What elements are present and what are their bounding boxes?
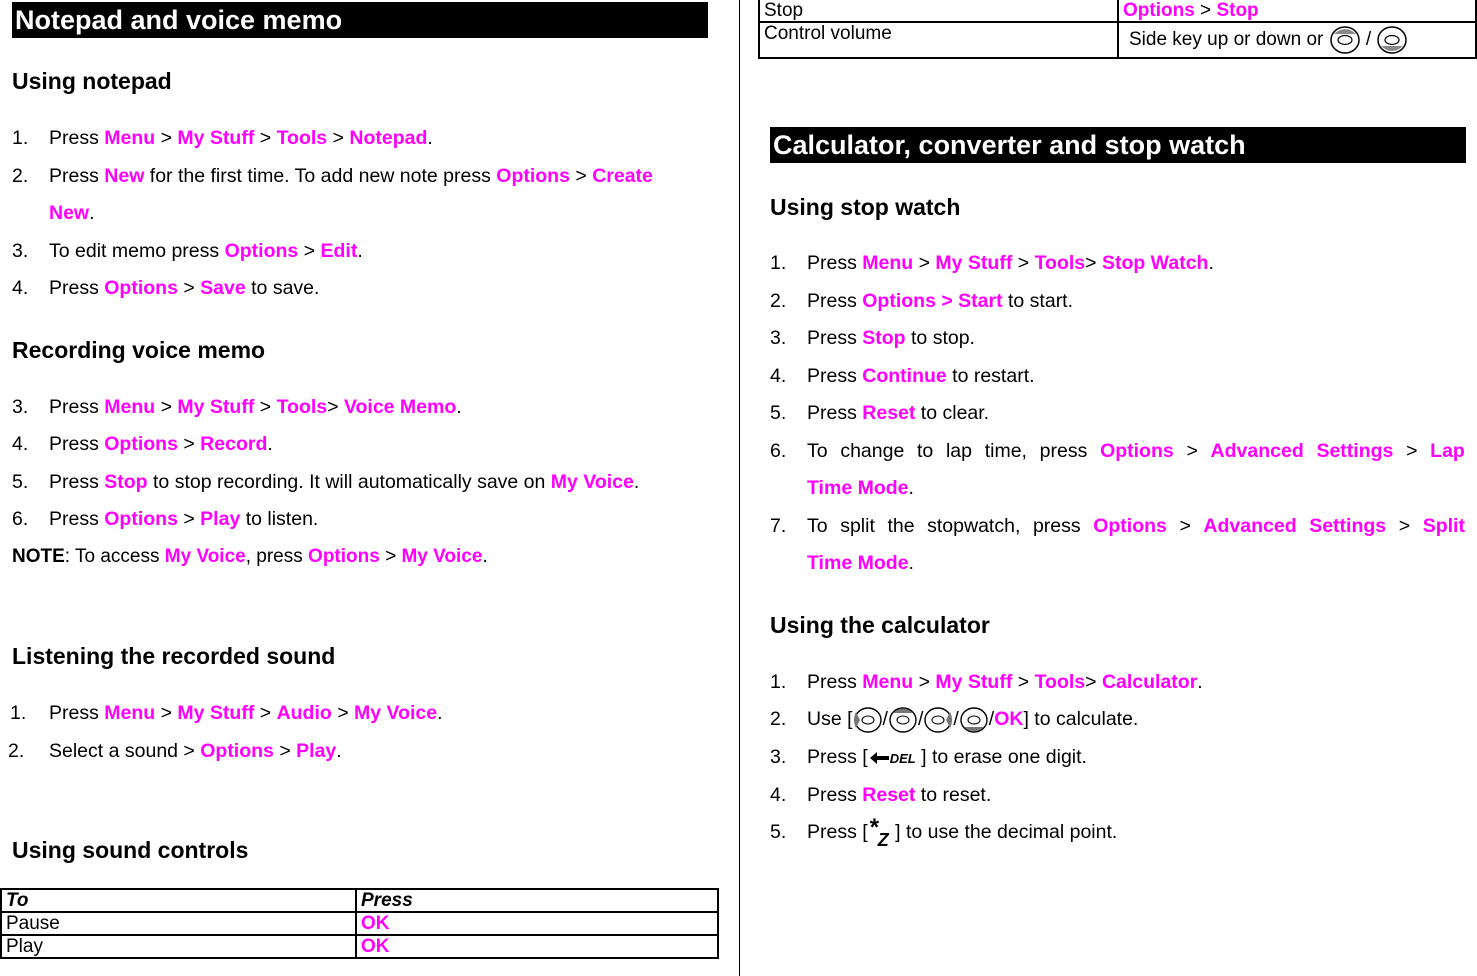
column-header-to: To	[1, 889, 356, 912]
column-header-press: Press	[356, 889, 718, 912]
column-divider	[739, 0, 740, 976]
volume-up-key-icon	[1329, 25, 1361, 55]
listening-recorded-sound-title: Listening the recorded sound	[12, 643, 336, 669]
star-z-key-icon: * Z	[869, 813, 889, 850]
nav-key-right-icon	[923, 706, 953, 734]
sound-controls-table-continued	[758, 0, 1477, 59]
voice-note: NOTE: To access My Voice, press Options > My Voice.	[12, 546, 488, 567]
delete-key-label: DEL	[889, 751, 916, 766]
stopwatch-step-7-continued: Time Mode.	[807, 552, 914, 574]
stopwatch-step-6-continued: Time Mode.	[807, 477, 914, 499]
table-row: Stop Options > Stop	[759, 0, 1476, 22]
using-sound-controls-title: Using sound controls	[12, 837, 249, 863]
nav-key-up-icon	[888, 706, 918, 734]
table-row: Control volume Side key up or down or /	[759, 22, 1476, 58]
notepad-section-header: Notepad and voice memo	[12, 2, 708, 38]
using-calculator-title: Using the calculator	[770, 612, 990, 638]
notepad-step-2-continued: New.	[49, 202, 95, 224]
using-notepad-title: Using notepad	[12, 68, 172, 94]
delete-key-arrow-icon	[868, 748, 890, 768]
table-header-row	[1, 889, 718, 912]
volume-down-key-icon	[1376, 25, 1408, 55]
nav-key-left-icon	[853, 706, 883, 734]
recording-voice-memo-title: Recording voice memo	[12, 337, 266, 363]
calculator-section-header: Calculator, converter and stop watch	[770, 127, 1466, 163]
using-stop-watch-title: Using stop watch	[770, 194, 961, 220]
table-row: Play OK	[1, 935, 718, 958]
nav-key-down-icon	[959, 706, 989, 734]
table-row: Pause OK	[1, 912, 718, 935]
sound-controls-table	[0, 888, 719, 959]
